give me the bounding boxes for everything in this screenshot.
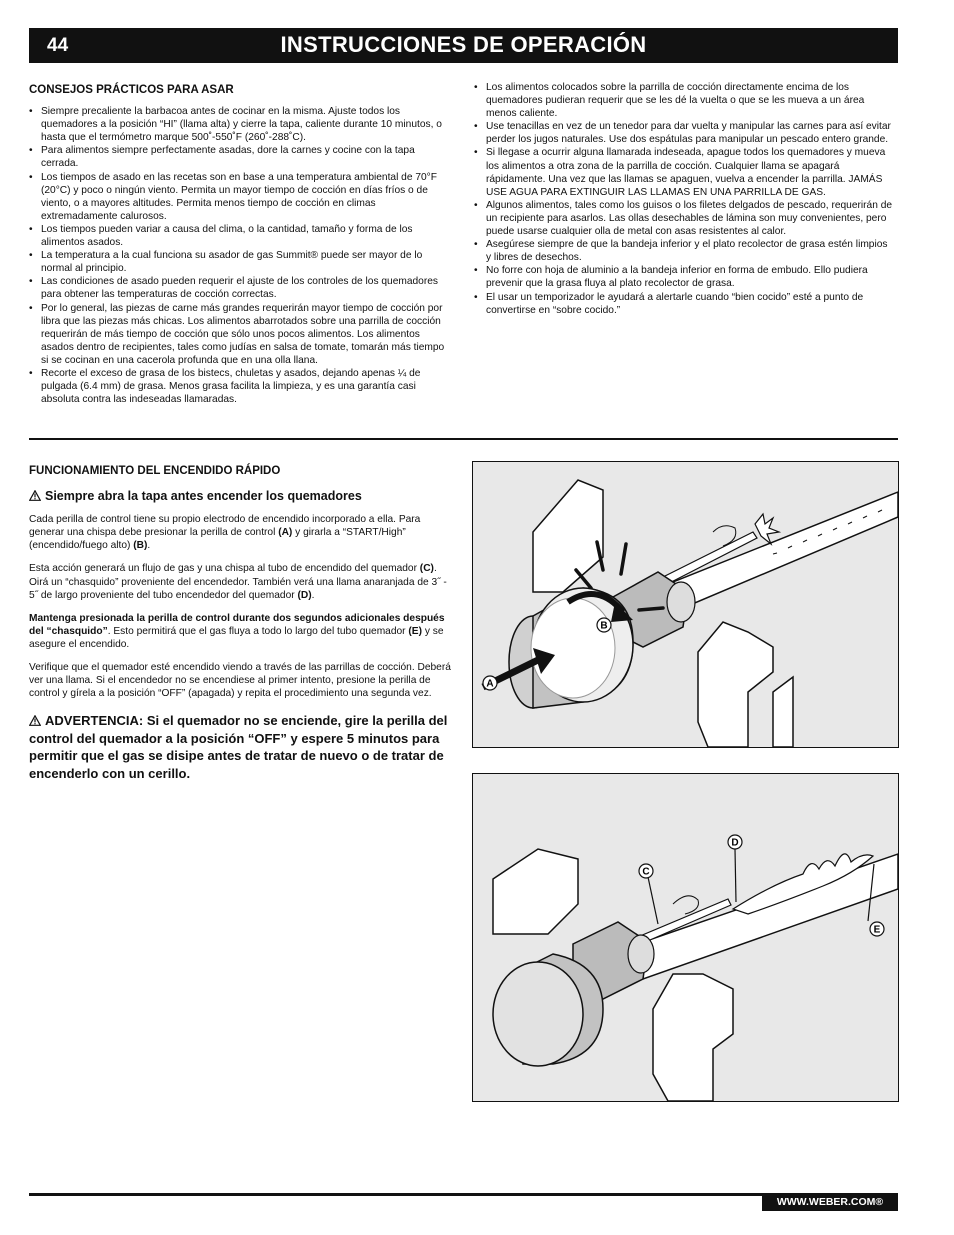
- footer-url: WWW.WEBER.COM®: [762, 1193, 898, 1211]
- page-title: INSTRUCCIONES DE OPERACIÓN: [280, 32, 647, 57]
- ignition-paragraph-3: Mantenga presionada la perilla de control durante dos segundos adicionales después del “chasquido”. Esto permitirá que el gas fluya a todo lo largo del tubo quemador (E) y se asegure el encendido.: [29, 612, 445, 650]
- list-item: • Para alimentos siempre perfectamente asadas, dore la carnes y cocine con la tapa cerrada.: [29, 144, 454, 170]
- figure-1-illustration: [473, 462, 898, 747]
- tips-left-list: [29, 105, 454, 406]
- open-lid-warning: [29, 490, 454, 503]
- tips-right-list: [474, 81, 894, 317]
- figure-2-illustration: [473, 774, 898, 1101]
- final-warning-text: ADVERTENCIA: Si el quemador no se enciende, gire la perilla del control del quemador a la posición “OFF” y espere 5 minutos para permitir que el gas se disipe antes de tratar de nuevo o de tratar de encenderlo con un cerillo.: [29, 713, 448, 781]
- list-item: • El usar un temporizador le ayudará a alertarle cuando “bien cocido” esté a punto de convertirse en “sobre cocido.”: [474, 291, 894, 317]
- label-e: E: [873, 924, 881, 936]
- list-item: • Por lo general, las piezas de carne más grandes requerirán mayor tiempo de cocción por libra que las piezas más chicas. Los alimentos abarrotados sobre una parrilla de cocción requerirán de más tiempo de cocción que sólo unos pocos alimentos. Los alimentos asados dentro de recipientes, tales como judías en salsa de tomate, tomarán más tiempo si se cocinan en una cacerola profunda que en una olla llana.: [29, 302, 454, 367]
- ignition-paragraph-2: Esta acción generará un flujo de gas y una chispa al tubo de encendido del quemador (C). Oirá un “chasquido” proveniente del encendedor. También verá una llama anaranjada de 3˝ - 5˝ de largo proveniente del tubo encendedor del quemador (D).: [29, 563, 447, 601]
- list-item: • Si llegase a ocurrir alguna llamarada indeseada, apague todos los quemadores y mueva los alimentos a otra zona de la parrilla de cocción. Cualquier llama se apagará rápidamente. Una vez que las llamas se apaguen, vuelva a encender la parrilla. JAMÁS USE AGUA PARA EXTINGUIR LAS LLAMAS EN UNA PARRILLA DE GAS.: [474, 146, 894, 198]
- label-a: A: [486, 678, 494, 690]
- ignition-section: [29, 465, 454, 782]
- list-item: • La temperatura a la cual funciona su asador de gas Summit® puede ser mayor de lo normal al principio.: [29, 249, 454, 275]
- tips-right-column: [474, 81, 894, 317]
- tips-left-column: [29, 84, 454, 406]
- list-item: • Los tiempos pueden variar a causa del clima, o la cantidad, tamaño y forma de los alimentos asados.: [29, 223, 454, 249]
- page-number: 44: [47, 35, 69, 56]
- open-lid-warning-text: Siempre abra la tapa antes encender los quemadores: [45, 489, 362, 504]
- list-item: • Asegúrese siempre de que la bandeja inferior y el plato recolector de grasa estén limpios y libres de desechos.: [474, 238, 894, 264]
- label-c: C: [642, 866, 650, 878]
- ignition-paragraph-4: Verifique que el quemador esté encendido viendo a través de las parrillas de cocción. Deberá ver una llama. Si el encendedor no se encendiese al primer intento, presione la perilla de control y gírela a la posición “OFF” (apagada) y repita el procedimiento una segunda vez.: [29, 662, 451, 700]
- figure-control-knob-push: [472, 461, 899, 748]
- list-item: • Las condiciones de asado pueden requerir el ajuste de los controles de los quemadores para obtener las temperaturas de cocción correctas.: [29, 275, 454, 301]
- page-header: [29, 28, 898, 63]
- warning-triangle-icon: [29, 715, 41, 726]
- final-warning: [29, 712, 454, 782]
- warning-triangle-icon: [29, 490, 41, 501]
- ignition-paragraph-1: Cada perilla de control tiene su propio electrodo de encendido incorporado a ella. Para generar una chispa debe presionar la perilla de control (A) y girarla a “START/High” (encendido/fuego alto) (B).: [29, 514, 421, 552]
- label-d: D: [731, 837, 739, 849]
- list-item: • No forre con hoja de aluminio a la bandeja inferior en forma de embudo. Ello pudiera prevenir que la grasa fluya al plato recolector de grasa.: [474, 264, 894, 290]
- list-item: • Use tenacillas en vez de un tenedor para dar vuelta y manipular las carnes para así evitar perder los jugos naturales. Use dos espátulas para manipular un pescado entero grande.: [474, 120, 894, 146]
- list-item: • Siempre precaliente la barbacoa antes de cocinar en la misma. Ajuste todos los quemadores a la posición “HI” (llama alta) y cierre la tapa, caliente durante 10 minutos, o hasta que el termómetro marque 500˚-550˚F (260˚-288˚C).: [29, 105, 454, 144]
- figure-burner-ignition: [472, 773, 899, 1102]
- list-item: • Algunos alimentos, tales como los guisos o los filetes delgados de pescado, requerirán de un recipiente para asarlos. Las ollas desechables de lámina son muy convenientes, pero puede usarse cualquier olla de metal con asas resistentes al calor.: [474, 199, 894, 238]
- ignition-heading: FUNCIONAMIENTO DEL ENCENDIDO RÁPIDO: [29, 465, 281, 477]
- list-item: • Los alimentos colocados sobre la parrilla de cocción directamente encima de los quemadores pudieran requerir que se les dé la vuelta o que se les mueva a un área menos caliente.: [474, 81, 894, 120]
- section-divider: [29, 438, 898, 440]
- list-item: • Recorte el exceso de grasa de los bistecs, chuletas y asados, dejando apenas ¼ de pulgada (6.4 mm) de grasa. Menos grasa facilita la limpieza, y es una garantía casi absoluta contra las indeseadas llamaradas.: [29, 367, 454, 406]
- list-item: • Los tiempos de asado en las recetas son en base a una temperatura ambiental de 70°F (20°C) y poco o ningún viento. Permita un mayor tiempo de cocción en días fríos o de viento, o a mayores altitudes. Permita menos tiempo de cocción en climas extremadamente calurosos.: [29, 171, 454, 223]
- label-b: B: [600, 620, 608, 632]
- tips-heading: CONSEJOS PRÁCTICOS PARA ASAR: [29, 84, 234, 96]
